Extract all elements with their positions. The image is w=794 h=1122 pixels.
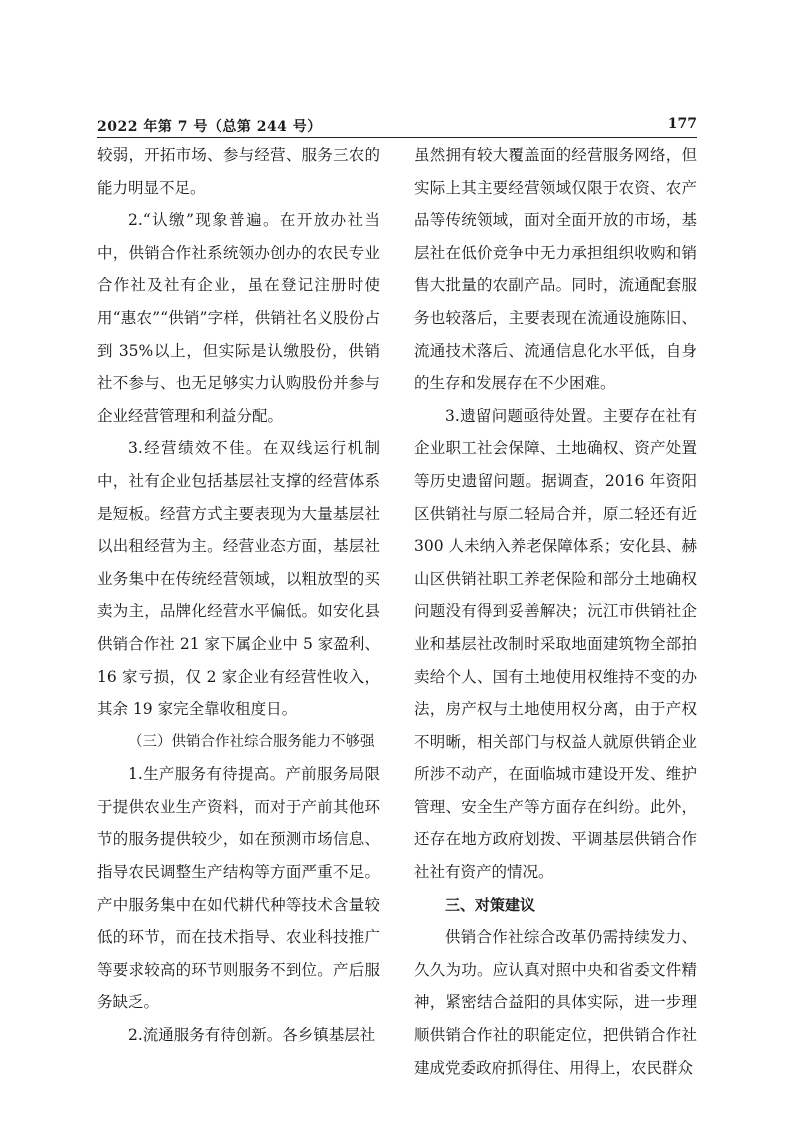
- paragraph: 1.生产服务有待提高。产前服务局限于提供农业生产资料，而对于产前其他环节的服务提供较少，如在预测市场信息、指导农民调整生产结构等方面严重不足。产中服务集中在如代耕代种等技术含量较低的环节，而在技术指导、农业科技推广等要求较高的环节则服务不到位。产后服务缺乏。: [97, 765, 380, 1012]
- subsection-heading: （三）供销合作社综合服务能力不够强: [128, 733, 375, 750]
- paragraph: 3.经营绩效不佳。在双线运行机制中，社有企业包括基层社支撑的经营体系是短板。经营方式主要表现为大量基层社以出租经营为主。经营业态方面，基层社业务集中在传统经营领域，以粗放型的买卖为主，品牌化经营水平偏低。如安化县供销合作社 21 家下属企业中 5 家盈利、16 家亏损，仅 2 家企业有经营性收入，其余 19 家完全靠收租度日。: [97, 439, 380, 719]
- running-header: [97, 116, 697, 136]
- paragraph: 2.“认缴”现象普遍。在开放办社当中，供销合作社系统领办创办的农民专业合作社及社有企业，虽在登记注册时使用“惠农”“供销”字样，供销社名义股份占到 35%以上，但实际是认缴股份，供销社不参与、也无足够实力认购股份并参与企业经营管理和利益分配。: [97, 211, 380, 425]
- paragraph: 虽然拥有较大覆盖面的经营服务网络，但实际上其主要经营领域仅限于农资、农产品等传统领域，面对全面开放的市场，基层社在低价竞争中无力承担组织收购和销售大批量的农副产品。同时，流通配套服务也较落后，主要表现在流通设施陈旧、流通技术落后、流通信息化水平低，自身的生存和发展存在不少困难。: [414, 146, 697, 393]
- left-column: [97, 139, 380, 1052]
- paragraph: 较弱，开拓市场、参与经营、服务三农的能力明显不足。: [97, 146, 380, 197]
- section-heading: 三、对策建议: [445, 895, 536, 914]
- header-rule: [97, 137, 697, 138]
- journal-issue: 2022 年第 7 号（总第 244 号）: [97, 119, 322, 135]
- paragraph: 2.流通服务有待创新。各乡镇基层社: [128, 1026, 376, 1045]
- paragraph: 3.遗留问题亟待处置。主要存在社有企业职工社会保障、土地确权、资产处置等历史遗留问题。据调查，2016 年资阳区供销社与原二轻局合并，原二轻还有近 300 人未纳入养老保障体系；安化县、赫山区供销社职工养老保险和部分土地确权问题没有得到妥善解决；沅江市供销社企业和基层社改制时采取地面建筑物全部拍卖给个人、国有土地使用权维持不变的办法，房产权与土地使用权分离，由于产权不明晰，相关部门与权益人就原供销企业所涉不动产，在面临城市建设开发、维护管理、安全生产等方面存在纠纷。此外，还存在地方政府划拨、平调基层供销合作社社有资产的情况。: [414, 406, 697, 882]
- right-column: [414, 139, 697, 1084]
- page-number: 177: [667, 116, 697, 132]
- paragraph: 供销合作社综合改革仍需持续发力、久久为功。应认真对照中央和省委文件精神，紧密结合益阳的具体实际，进一步理顺供销合作社的职能定位，把供销合作社建成党委政府抓得住、用得上，农民群众: [414, 928, 697, 1077]
